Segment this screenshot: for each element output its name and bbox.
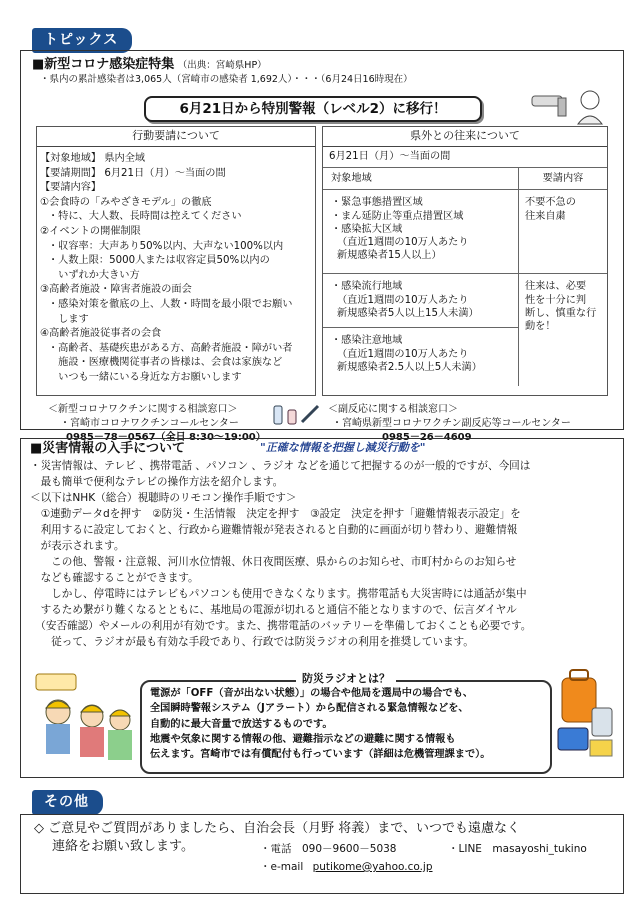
list-item: ④高齢者施設従事者の会食 [40, 328, 162, 340]
disaster-body [30, 458, 620, 650]
list-item: 【対象地域】 県内全域 [40, 153, 146, 164]
table-cell: 新規感染者2.5人以上5人未満） [337, 361, 482, 373]
level-banner: 6月21日から特別警報（レベル2）に移行！ [144, 96, 482, 122]
paragraph-line: 電源が「OFF（音が出ない状態）」の場合や他局を選局中の場合でも、 [150, 688, 474, 700]
disaster-radio-title: 防災ラジオとは？ [296, 672, 396, 685]
vaccine-contact-title: ＜新型コロナワクチンに関する相談窓口＞ [48, 404, 238, 415]
paragraph-line: 全国瞬時警報システム（Jアラート）から配信される緊急情報などを、 [150, 703, 469, 715]
travel-request-box [322, 126, 608, 396]
contact-tel: ・電話 090－9600－5038 [260, 843, 397, 855]
paragraph-line: 自動的に最大音量で放送するものです。 [150, 718, 333, 730]
side-effect-title: ＜副反応に関する相談窓口＞ [328, 404, 458, 415]
travel-period: 6月21日（月）～当面の間 [323, 147, 607, 168]
table-cell: 往来自粛 [525, 210, 566, 222]
paragraph-line: 地震や気象に関する情報の他、避難指示などの避難に関する情報も [150, 733, 456, 745]
column-header-area: 対象地域 [323, 168, 519, 190]
emergency-kit-illustration [552, 658, 622, 768]
table-cell: 新規感染者15人以上） [337, 250, 442, 262]
table-cell: （直近1週間の10万人あたり [337, 236, 469, 248]
contact-line-id: ・LINE masayoshi_tukino [448, 843, 587, 855]
covid-source: （出典：宮崎県HP） [177, 60, 267, 71]
vaccine-contact-center: ・宮崎市コロナワクチンコールセンター [60, 418, 239, 429]
list-item: いずれか大きい方 [48, 269, 140, 281]
side-effect-center: ・宮崎県新型コロナワクチン副反応等コールセンター [332, 418, 571, 429]
list-item: します [48, 313, 89, 325]
table-cell: 断し、慎重な行 [525, 307, 597, 319]
list-item: 【要請内容】 [40, 182, 102, 194]
paragraph-line: なども確認することができます。 [30, 572, 199, 584]
table-cell: 新規感染者5人以上15人未満） [337, 307, 479, 319]
paragraph-line: 伝えます。宮崎市では有償配付も行っています（詳細は危機管理課まで）。 [150, 749, 491, 761]
paragraph-line: ①連動データdを押す ②防災・生活情報 決定を押す ③設定 決定を押す「避難情報表示設定」を [30, 508, 521, 520]
disaster-title: ■災害情報の入手について [30, 441, 186, 456]
table-cell: ・まん延防止等重点措置区域 [331, 210, 464, 222]
paragraph-line: この他、警報・注意報、河川水位情報、休日夜間医療、県からのお知らせ、市町村からのお知らせ [30, 556, 517, 568]
contact-line: ◇ ご意見やご質問がありましたら、自治会長（月野 将義）まで、いつでも遠慮なく [34, 821, 521, 836]
paragraph-line: 利用するに設定しておくと、行政から避難情報が発表されると自動的に画面が切り替わり、避難情報 [30, 524, 518, 536]
paragraph-line: するため繋がり難くなるとともに、基地局の電源が切れると通信不能となりますので、伝言ダイヤル [30, 604, 517, 616]
disaster-slogan: "正確な情報を把握し減災行動を" [260, 441, 426, 454]
table-cell: ・感染注意地域 [331, 335, 403, 347]
table-cell: （直近1週間の10万人あたり [337, 294, 469, 306]
vaccine-contact-tel: 0985－78－0567（全日 8:30～19:00） [66, 432, 266, 443]
email-link[interactable]: putikome@yahoo.co.jp [312, 861, 433, 873]
paragraph-line: ＜以下はNHK（総合）視聴時のリモコン操作手順です＞ [30, 492, 297, 504]
action-request-heading: 行動要請について [37, 127, 315, 147]
list-item: ・収容率：大声あり50%以内、大声ない100%以内 [48, 240, 284, 252]
list-item: 施設・医療機関従事者の皆様は、会食は家族など [48, 357, 283, 369]
list-item: ②イベントの開催制限 [40, 225, 141, 237]
list-item: ・人数上限：5000人または収容定員50%以内の [48, 255, 270, 267]
travel-request-heading: 県外との往来について [323, 127, 607, 147]
table-cell: ・感染流行地域 [331, 281, 403, 293]
topics-tab: トピックス [32, 28, 132, 53]
table-cell: ・感染拡大区域 [331, 223, 403, 235]
paragraph-line: （安否確認）やメールの利用が有効です。また、携帯電話のバッテリーを準備しておくことも必要です。 [30, 620, 532, 632]
side-effect-tel: 0985－26－4609 [382, 432, 472, 443]
table-row [323, 190, 607, 274]
vaccine-vial-icon [268, 402, 324, 428]
table-cell: 動を！ [525, 320, 556, 332]
covid-count: ・県内の累計感染者は3,065人（宮崎市の感染者 1,692人）・・・（6月24日16時現在） [40, 74, 413, 85]
travel-table-header [323, 168, 607, 191]
paragraph-line: 最も簡単で便利なテレビの操作方法を紹介します。 [30, 476, 284, 488]
table-cell: 不要不急の [525, 197, 576, 209]
evacuation-illustration [28, 664, 138, 764]
paragraph-line: ・災害情報は、テレビ 、携帯電話 、パソコン 、ラジオ などを通じて把握するのが一般的ですが、今回は [30, 460, 531, 472]
paragraph-line: 従って、ラジオが最も有効な手段であり、行政では防災ラジオの利用を推奨しています。 [30, 636, 474, 648]
list-item: ・特に、大人数、長時間は控えてください [48, 211, 242, 223]
paragraph-line: しかし、停電時にはテレビもパソコンも使用できなくなります。携帯電話も大災害時には通話が集中 [30, 588, 527, 600]
column-header-request: 要請内容 [542, 172, 584, 184]
list-item: ①会食時の「みやざきモデル」の徹底 [40, 196, 212, 208]
table-row [323, 274, 607, 386]
table-cell: 性を十分に判 [525, 294, 587, 306]
list-item: ・感染対策を徹底の上、人数・時間を最小限でお願い [48, 298, 293, 310]
table-cell: 往来は、必要 [525, 281, 587, 293]
list-item: ③高齢者施設・障害者施設の面会 [40, 284, 192, 296]
covid-title: ■新型コロナ感染症特集 [32, 57, 175, 72]
disaster-radio-box [140, 672, 552, 774]
list-item: ・高齢者、基礎疾患がある方、高齢者施設・障がい者 [48, 342, 293, 354]
contact-line: 連絡をお願い致します。 [52, 839, 194, 854]
table-cell: （直近1週間の10万人あたり [337, 348, 469, 360]
email-label: ・e-mail [260, 861, 304, 873]
paragraph-line: が表示されます。 [30, 540, 125, 552]
list-item: 【要請期間】 6月21日（月）～当面の間 [40, 167, 226, 179]
list-item: いつも一緒にいる身近な方お願いします [48, 371, 242, 383]
temperature-check-illustration [528, 86, 608, 126]
other-tab: その他 [32, 790, 103, 815]
action-request-list [40, 152, 314, 386]
table-cell: ・緊急事態措置区域 [331, 197, 423, 209]
